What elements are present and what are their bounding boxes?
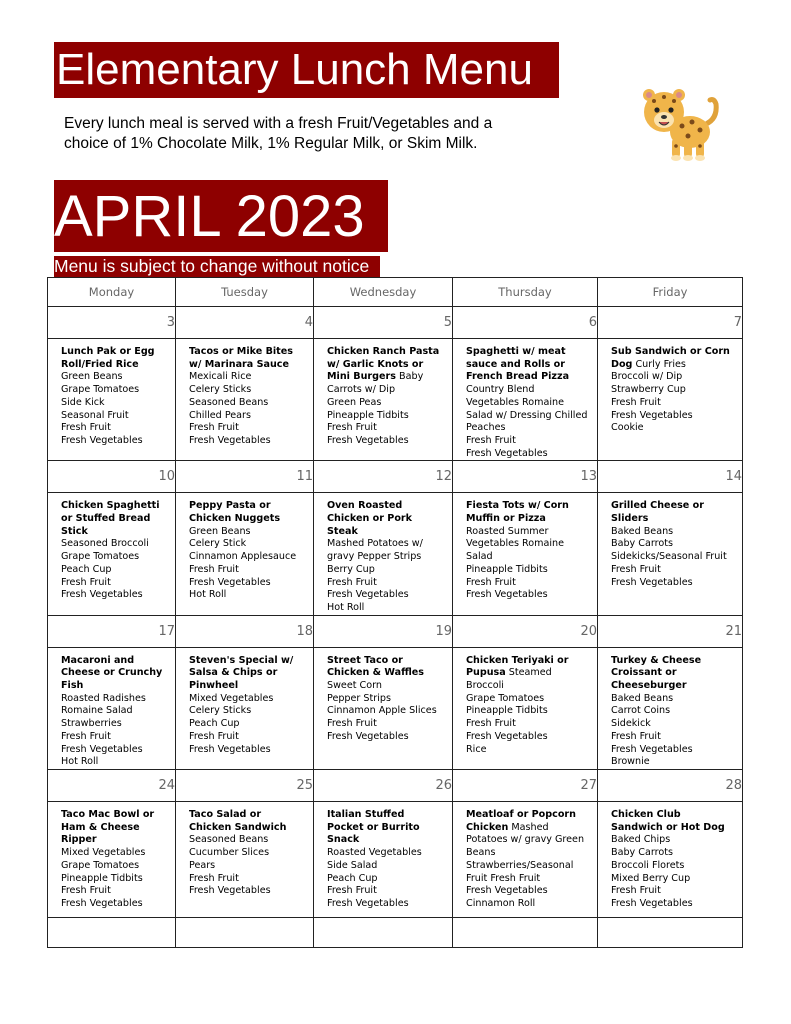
side-item: Side Salad <box>327 859 378 871</box>
side-item: Sweet Corn <box>327 680 382 692</box>
date-number: 21 <box>598 615 743 647</box>
side-item: Fresh Fruit <box>189 730 239 742</box>
weekday-header: Monday <box>48 278 176 307</box>
side-item: Berry Cup <box>327 563 375 575</box>
side-item: Seasoned Broccoli <box>61 538 149 550</box>
intro-text: Every lunch meal is served with a fresh Fruit/Vegetables and a choice of 1% Chocolate Milk, 1% Regular Milk, or Skim Milk. <box>64 115 493 152</box>
side-item: Fresh Vegetables <box>61 434 143 446</box>
side-item: Pineapple Tidbits <box>466 705 548 717</box>
side-item: Baked Beans <box>611 525 674 537</box>
month-banner <box>54 180 388 252</box>
entree: Fiesta Tots w/ Corn Muffin or Pizza <box>466 500 569 525</box>
date-row <box>48 307 743 339</box>
side-item: Peach Cup <box>189 718 240 730</box>
menu-cell <box>598 493 743 615</box>
date-row <box>48 615 743 647</box>
side-item: Mixed Berry Cup <box>611 872 691 884</box>
side-item: Fresh Fruit <box>189 872 239 884</box>
side-item: Mixed Vegetables <box>189 692 274 704</box>
menu-cell <box>48 493 176 615</box>
side-item: Strawberries <box>61 718 122 730</box>
side-item: Side Kick <box>61 396 105 408</box>
side-item: Cookie <box>611 422 644 434</box>
title-banner <box>54 42 559 98</box>
side-item: Pineapple Tidbits <box>466 563 548 575</box>
date-number: 27 <box>453 769 598 801</box>
side-item: Steamed Broccoli <box>466 667 552 692</box>
date-number: 20 <box>453 615 598 647</box>
date-number: 12 <box>314 461 453 493</box>
menu-cell <box>598 801 743 917</box>
side-item: Fresh Vegetables <box>611 897 693 909</box>
side-item: Brownie <box>611 756 650 768</box>
side-item: Fresh Fruit <box>61 885 111 897</box>
side-item: Cucumber Slices <box>189 847 270 859</box>
side-item: Cinnamon Applesauce <box>189 551 297 563</box>
date-number: 10 <box>48 461 176 493</box>
side-item: Fresh Fruit <box>466 434 516 446</box>
side-item: Green Beans <box>61 371 123 383</box>
menu-cell <box>453 647 598 769</box>
entree: Lunch Pak or Egg Roll/Fried Rice <box>61 346 155 370</box>
side-item: Peach Cup <box>327 872 378 884</box>
side-item: Fresh Vegetables <box>327 434 409 446</box>
menu-cell <box>48 801 176 917</box>
side-item: Cinnamon Roll <box>466 897 536 909</box>
side-item: Mashed Potatoes w/ gravy Green Beans Strawberries/Seasonal Fruit Fresh Fruit <box>466 821 585 884</box>
side-item: Mexicali Rice <box>189 371 252 383</box>
entree: Grilled Cheese or Sliders <box>611 500 704 525</box>
entree: Street Taco or Chicken & Waffles <box>327 654 424 679</box>
side-item: Green Beans <box>189 525 251 537</box>
side-item: Fresh Fruit <box>189 422 239 434</box>
menu-cell <box>314 493 453 615</box>
side-item: Fresh Fruit <box>61 730 111 742</box>
side-item: Fresh Vegetables <box>466 730 548 742</box>
date-number: 7 <box>598 307 743 339</box>
side-item: Celery Stick <box>189 538 247 550</box>
menu-cell <box>48 339 176 461</box>
side-item: Fresh Fruit <box>61 422 111 434</box>
side-item: Peach Cup <box>61 563 112 575</box>
date-number: 19 <box>314 615 453 647</box>
date-number: 24 <box>48 769 176 801</box>
side-item: Celery Sticks <box>189 384 252 396</box>
entree: Macaroni and Cheese or Crunchy Fish <box>61 654 163 692</box>
side-item: Fresh Fruit <box>327 885 377 897</box>
side-item: Fresh Vegetables <box>611 409 693 421</box>
date-number: 3 <box>48 307 176 339</box>
side-item: Carrot Coins <box>611 705 671 717</box>
side-item: Grape Tomatoes <box>61 859 140 871</box>
side-item: Fresh Vegetables <box>327 589 409 601</box>
entree: Chicken Ranch Pasta w/ Garlic Knots or Mini Burgers <box>327 346 440 383</box>
side-item: Pineapple Tidbits <box>327 409 409 421</box>
side-item: Grape Tomatoes <box>466 692 545 704</box>
entree: Chicken Teriyaki or Pupusa <box>466 654 569 679</box>
month-title: APRIL 2023 <box>54 184 365 249</box>
side-item: Fresh Fruit <box>611 730 661 742</box>
menu-calendar <box>47 277 743 948</box>
side-item: Fresh Vegetables <box>466 885 548 897</box>
empty-cell <box>48 917 176 947</box>
leopard-cub-icon <box>634 82 730 164</box>
entree: Taco Mac Bowl or Ham & Cheese Ripper <box>61 808 155 846</box>
weekday-header: Wednesday <box>314 278 453 307</box>
side-item: Baby Carrots <box>611 847 673 859</box>
date-number: 26 <box>314 769 453 801</box>
menu-cell <box>176 493 314 615</box>
weekday-header: Friday <box>598 278 743 307</box>
entree: Tacos or Mike Bites w/ Marinara Sauce <box>189 346 293 370</box>
side-item: Fresh Vegetables <box>189 576 271 588</box>
side-item: Cinnamon Apple Slices <box>327 705 437 717</box>
side-item: Chilled Pears <box>189 409 251 421</box>
side-item: Broccoli w/ Dip <box>611 371 683 383</box>
page-title: Elementary Lunch Menu <box>56 45 533 94</box>
side-item: Roasted Vegetables <box>327 847 422 859</box>
side-item: Fresh Vegetables <box>189 434 271 446</box>
menu-cell <box>598 339 743 461</box>
side-item: Hot Roll <box>61 756 99 768</box>
entree: Steven's Special w/ Salsa & Chips or Pinwheel <box>189 654 294 692</box>
entree: Taco Salad or Chicken Sandwich <box>189 808 287 833</box>
date-number: 28 <box>598 769 743 801</box>
side-item: Fresh Fruit <box>611 885 661 897</box>
side-item: Fresh Fruit <box>611 396 661 408</box>
side-item: Celery Sticks <box>189 705 252 717</box>
menu-row <box>48 647 743 769</box>
date-number: 14 <box>598 461 743 493</box>
side-item: Romaine Salad <box>61 705 133 717</box>
menu-cell <box>453 493 598 615</box>
menu-row <box>48 339 743 461</box>
side-item: Seasoned Beans <box>189 834 269 846</box>
side-item: Pepper Strips <box>327 692 391 704</box>
side-item: Pineapple Tidbits <box>61 872 143 884</box>
weekday-header: Tuesday <box>176 278 314 307</box>
side-item: Fresh Vegetables <box>189 885 271 897</box>
empty-row <box>48 917 743 947</box>
side-item: Fresh Vegetables <box>611 576 693 588</box>
entree: Oven Roasted Chicken or Pork Steak <box>327 500 413 537</box>
side-item: Curly Fries <box>632 358 686 370</box>
empty-cell <box>176 917 314 947</box>
entree: Sub Sandwich or Corn Dog <box>611 346 730 370</box>
side-item: Pears <box>189 859 216 871</box>
empty-cell <box>453 917 598 947</box>
side-item: Fresh Vegetables <box>327 730 409 742</box>
entree: Italian Stuffed Pocket or Burrito Snack <box>327 808 420 846</box>
entree: Spaghetti w/ meat sauce and Rolls or French Bread Pizza <box>466 346 570 383</box>
notice-banner <box>54 256 380 277</box>
menu-cell <box>176 647 314 769</box>
date-number: 11 <box>176 461 314 493</box>
entree: Chicken Club Sandwich or Hot Dog <box>611 808 725 833</box>
side-item: Seasoned Beans <box>189 396 269 408</box>
side-item: Hot Roll <box>189 589 227 601</box>
entree: Chicken Spaghetti or Stuffed Bread Stick <box>61 500 160 537</box>
menu-cell <box>314 647 453 769</box>
side-item: Roasted Radishes <box>61 692 146 704</box>
side-item: Baby Carrots <box>611 538 673 550</box>
weekday-header-row <box>48 278 743 307</box>
date-number: 6 <box>453 307 598 339</box>
notice-text: Menu is subject to change without notice <box>54 256 370 276</box>
menu-cell <box>598 647 743 769</box>
side-item: Fresh Fruit <box>466 576 516 588</box>
entree: Turkey & Cheese Croissant or Cheeseburger <box>611 654 702 692</box>
side-item: Fresh Vegetables <box>327 897 409 909</box>
side-item: Fresh Fruit <box>61 576 111 588</box>
side-item: Fresh Fruit <box>189 563 239 575</box>
menu-row <box>48 801 743 917</box>
menu-cell <box>176 339 314 461</box>
menu-cell <box>48 647 176 769</box>
side-item: Green Peas <box>327 396 382 408</box>
menu-row <box>48 493 743 615</box>
side-item: Baby Carrots w/ Dip <box>327 371 424 396</box>
side-item: Sidekicks/Seasonal Fruit <box>611 551 727 563</box>
side-item: Mashed Potatoes w/ gravy Pepper Strips <box>327 538 423 563</box>
date-number: 5 <box>314 307 453 339</box>
side-item: Fresh Vegetables <box>466 447 548 459</box>
side-item: Roasted Summer Vegetables Romaine Salad <box>466 525 565 563</box>
side-item: Fresh Vegetables <box>61 743 143 755</box>
weekday-header: Thursday <box>453 278 598 307</box>
side-item: Country Blend Vegetables Romaine Salad w/ Dressing Chilled Peaches <box>466 384 588 434</box>
side-item: Fresh Vegetables <box>61 589 143 601</box>
date-number: 18 <box>176 615 314 647</box>
side-item: Sidekick <box>611 718 651 730</box>
side-item: Fresh Fruit <box>611 563 661 575</box>
entree: Peppy Pasta or Chicken Nuggets <box>189 500 281 525</box>
menu-cell <box>453 801 598 917</box>
side-item: Baked Beans <box>611 692 674 704</box>
side-item: Broccoli Florets <box>611 859 685 871</box>
side-item: Seasonal Fruit <box>61 409 129 421</box>
side-item: Fresh Vegetables <box>466 589 548 601</box>
empty-cell <box>314 917 453 947</box>
menu-cell <box>314 801 453 917</box>
side-item: Hot Roll <box>327 601 365 613</box>
date-row <box>48 461 743 493</box>
side-item: Baked Chips <box>611 834 671 846</box>
side-item: Strawberry Cup <box>611 384 686 396</box>
date-row <box>48 769 743 801</box>
menu-cell <box>176 801 314 917</box>
date-number: 25 <box>176 769 314 801</box>
date-number: 13 <box>453 461 598 493</box>
side-item: Fresh Fruit <box>327 576 377 588</box>
date-number: 17 <box>48 615 176 647</box>
side-item: Fresh Vegetables <box>611 743 693 755</box>
menu-cell <box>453 339 598 461</box>
side-item: Fresh Fruit <box>327 422 377 434</box>
menu-cell <box>314 339 453 461</box>
side-item: Fresh Fruit <box>466 718 516 730</box>
side-item: Fresh Vegetables <box>189 743 271 755</box>
side-item: Grape Tomatoes <box>61 384 140 396</box>
side-item: Rice <box>466 743 487 755</box>
empty-cell <box>598 917 743 947</box>
side-item: Fresh Vegetables <box>61 897 143 909</box>
entree: Meatloaf or Popcorn Chicken <box>466 808 576 833</box>
date-number: 4 <box>176 307 314 339</box>
side-item: Grape Tomatoes <box>61 551 140 563</box>
side-item: Fresh Fruit <box>327 718 377 730</box>
side-item: Mixed Vegetables <box>61 847 146 859</box>
